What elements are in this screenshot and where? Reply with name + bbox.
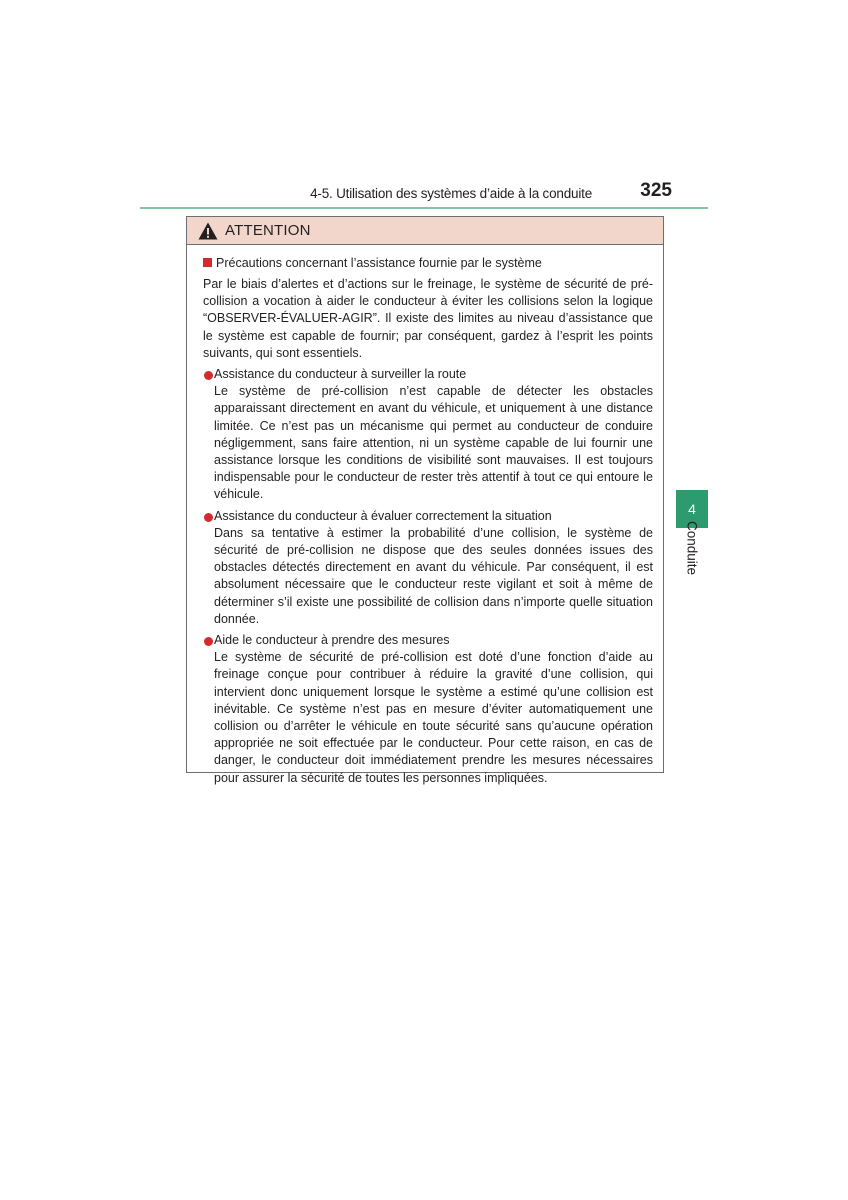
bullet-body: Le système de sécurité de pré-collision est doté d’une fonction d’aide au freinage conçue pour contribuer à réduire la gravité d’une collision, qui intervient donc uniquement lorsque le système a estimé qu’une collision est inévitable. Ce système n’est pas en mesure d’éviter automatiquement une collision ou d’arrêter le véhicule en toute sécurité sans qu’aucune opération appropriée ne soit effectuée par le conducteur. Pour cette raison, en cas de danger, le conducteur doit immédiatement prendre les mesures nécessaires pour assurer la sécurité de toutes les personnes impliquées.: [214, 650, 653, 785]
intro-paragraph: Par le biais d’alertes et d’actions sur le freinage, le système de sécurité de pré-collision a vocation à aider le conducteur à éviter les collisions selon la logique “OBSERVER-ÉVALUER-AGIR”. Il existe des limites au niveau d’assistance que le système est capable de fournir; par conséquent, gardez à l’esprit les points suivants, qui sont essentiels.: [203, 277, 653, 360]
red-bullet-icon: [204, 371, 213, 380]
precautions-heading: [203, 255, 663, 272]
attention-box: [186, 216, 664, 785]
bullet-title: [204, 632, 653, 649]
chapter-tab: [676, 490, 708, 602]
red-bullet-icon: [204, 637, 213, 646]
precautions-heading-text: Précautions concernant l’assistance fournie par le système: [216, 256, 542, 270]
bullet-title-text: Assistance du conducteur à évaluer correctement la situation: [214, 508, 552, 523]
chapter-number: 4: [676, 490, 708, 528]
header-divider: [140, 207, 708, 209]
list-item: [204, 632, 653, 787]
bullet-title-text: Assistance du conducteur à surveiller la route: [214, 367, 467, 382]
bullet-title-text: Aide le conducteur à prendre des mesures: [214, 633, 450, 648]
attention-title: ATTENTION: [225, 222, 311, 239]
list-item: [204, 508, 653, 628]
page-number: 325: [640, 180, 672, 201]
red-bullet-icon: [204, 513, 213, 522]
bullet-title: [204, 508, 653, 525]
bullet-body: Le système de pré-collision n’est capable de détecter les obstacles apparaissant directement en avant du véhicule, et uniquement à une distance limitée. Ce n’est pas un mécanisme qui permet au conducteur de conduire négligemment, sans faire attention, ni un système capable de lui fournir une assistance lorsque les conditions de visibilité sont mauvaises. Il est toujours indispensable pour le conducteur de rester très attentif à tout ce qui entoure le véhicule.: [214, 384, 653, 502]
page-header: [140, 178, 708, 208]
list-item: [204, 366, 653, 504]
bullet-body: Dans sa tentative à estimer la probabilité d’une collision, le système de sécurité de pré-collision ne dispose que des seules données issues des obstacles détectés directement en avant du véhicule. Par conséquent, il est absolument nécessaire que le conducteur reste vigilant et soit à même de déterminer s’il existe une possibilité de collision dans n’importe quelle situation donnée.: [214, 525, 653, 626]
attention-content: [187, 255, 663, 787]
red-square-marker-icon: [203, 258, 212, 267]
chapter-label: Conduite: [684, 520, 700, 576]
section-title: 4-5. Utilisation des systèmes d’aide à la conduite: [310, 186, 592, 201]
bullet-title: [204, 366, 653, 383]
attention-header: [187, 217, 663, 245]
warning-triangle-icon: [198, 222, 218, 240]
